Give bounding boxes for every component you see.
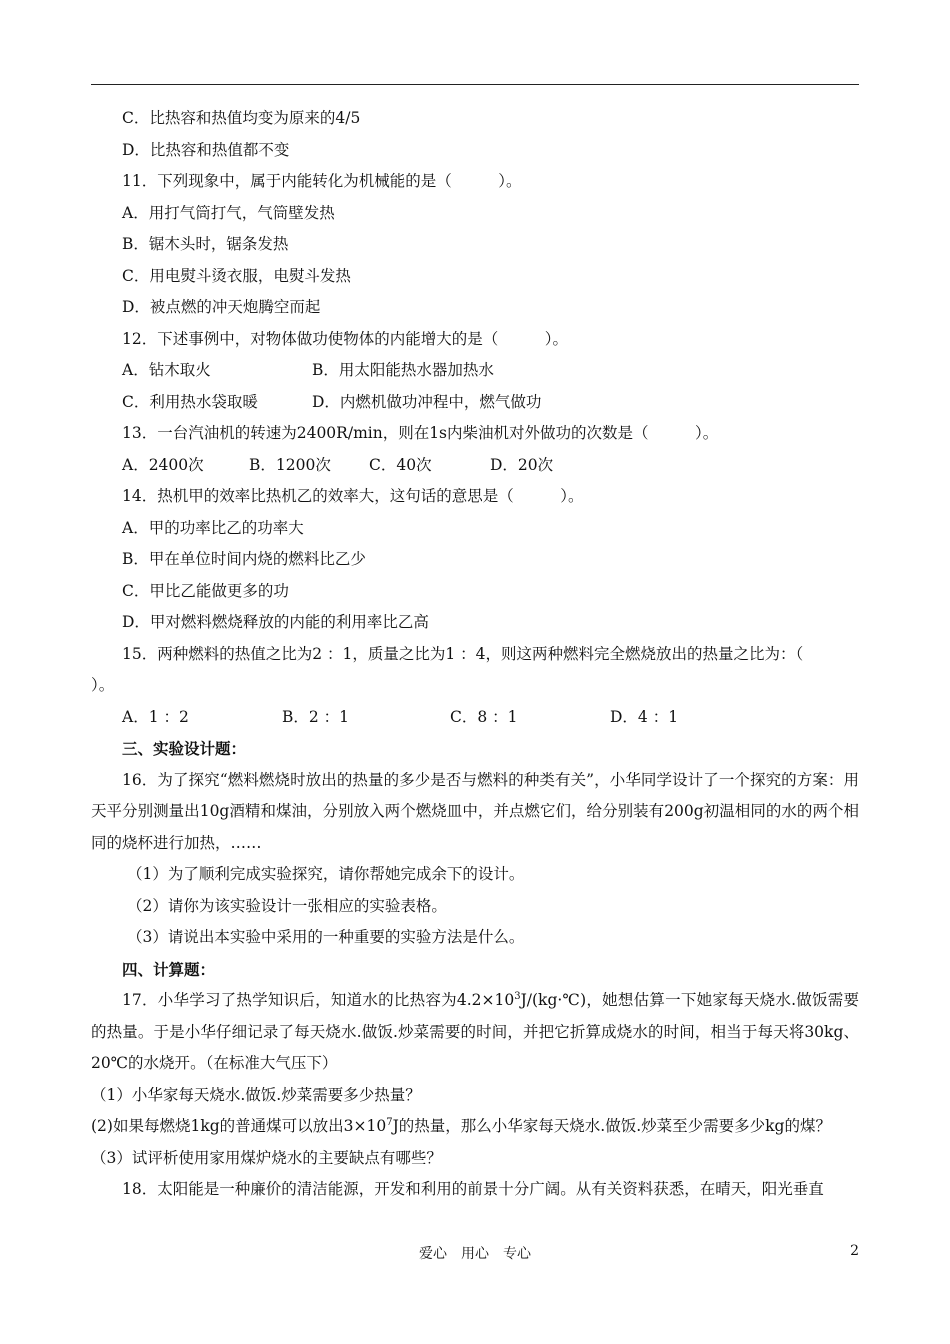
q17-sub2-part1: (2)如果每燃烧1kg的普通煤可以放出3×10	[91, 1117, 387, 1135]
q12-option-a: A．钻木取火	[122, 361, 211, 379]
q13-option-a: A．2400次	[122, 455, 204, 474]
q17-text	[91, 985, 859, 1080]
q14-stem: 14．热机甲的效率比热机乙的效率大，这句话的意思是（ ）。	[122, 487, 584, 505]
q13-options	[91, 450, 859, 482]
q14-option-d: D．甲对燃料燃烧释放的内能的利用率比乙高	[122, 613, 429, 631]
document-body	[91, 103, 859, 1206]
q10-option-c: C．比热容和热值均变为原来的4/5	[122, 109, 361, 127]
q15-options	[91, 702, 859, 734]
q17-sub2	[91, 1111, 859, 1143]
q15-stem-line2: ）。	[91, 676, 115, 694]
q17-text-part1: 17．小华学习了热学知识后，知道水的比热容为4.2×10	[122, 991, 515, 1009]
q11-option-b: B．锯木头时，锯条发热	[122, 235, 289, 253]
q14-option-c: C．甲比乙能做更多的功	[122, 581, 289, 600]
q12-options-row1	[91, 355, 859, 387]
q11-option-a: A．用打气筒打气，气筒壁发热	[122, 203, 335, 222]
q11-stem: 11．下列现象中，属于内能转化为机械能的是（ ）。	[122, 172, 522, 190]
q12-options-row2	[91, 387, 859, 419]
q16-sub1: （1）为了顺利完成实验探究，请你帮她完成余下的设计。	[127, 865, 525, 883]
q15-stem-line1: 15．两种燃料的热值之比为2 ：1，质量之比为1 ：4，则这两种燃料完全燃烧放出的热量之比为：（	[122, 644, 804, 663]
q15-option-b: B．2 ：1	[282, 707, 350, 726]
q11-option-c: C．用电熨斗烫衣服，电熨斗发热	[122, 266, 351, 285]
q17-sub2-part2: J的热量，那么小华家每天烧水.做饭.炒菜至少需要多少kg的煤？	[392, 1117, 831, 1135]
q15-option-a: A．1 ：2	[122, 707, 189, 726]
q12-option-c: C．利用热水袋取暖	[122, 392, 258, 411]
q13-option-b: B．1200次	[249, 455, 331, 474]
header-rule	[91, 84, 859, 85]
q17-text-part2: J/(kg·℃)，她想估算一下她家每天烧水.做饭需要的热量。于是小华仔细记录了每天烧水.做饭.炒菜需要的时间，并把它折算成烧水的时间，相当于每天将30kg、20℃的水烧开。（在标准大气压下）	[91, 991, 859, 1072]
q18-text: 18．太阳能是一种廉价的清洁能源，开发和利用的前景十分广阔。从有关资料获悉，在晴天，阳光垂直	[122, 1180, 824, 1198]
section4-heading: 四、计算题：	[122, 959, 216, 979]
q14-option-b: B．甲在单位时间内烧的燃料比乙少	[122, 550, 366, 568]
footer-slogan: 爱心 用心 专心	[419, 1246, 531, 1262]
q16-sub2: （2）请你为该实验设计一张相应的实验表格。	[127, 896, 447, 915]
section3-heading: 三、实验设计题：	[122, 739, 247, 758]
q12-stem: 12．下述事例中，对物体做功使物体的内能增大的是（ ）。	[122, 329, 568, 348]
q15-option-d: D．4 ：1	[610, 707, 679, 726]
q13-option-d: D．20次	[490, 455, 554, 474]
q13-option-c: C．40次	[369, 455, 432, 474]
q17-exponent: 3	[514, 990, 521, 1002]
q10-option-d: D．比热容和热值都不变	[122, 140, 290, 159]
q15-option-c: C．8 ：1	[450, 707, 518, 726]
q17-sub1: （1）小华家每天烧水.做饭.炒菜需要多少热量？	[91, 1085, 421, 1104]
q16-sub3: （3）请说出本实验中采用的一种重要的实验方法是什么。	[127, 928, 525, 946]
q12-option-b: B．用太阳能热水器加热水	[312, 361, 494, 379]
q13-stem: 13．一台汽油机的转速为2400R/min，则在1s内柴油机对外做功的次数是（ ）。	[122, 424, 719, 442]
q17-sub3: （3）试评析使用家用煤炉烧水的主要缺点有哪些？	[91, 1148, 442, 1167]
q12-option-d: D．内燃机做功冲程中，燃气做功	[312, 392, 542, 411]
q17-sub2-exponent: 7	[386, 1116, 393, 1128]
page-number: 2	[850, 1243, 859, 1259]
q14-option-a: A．甲的功率比乙的功率大	[122, 518, 304, 537]
q16-text: 16．为了探究“燃料燃烧时放出的热量的多少是否与燃料的种类有关”，小华同学设计了一个探究的方案：用天平分别测量出10g酒精和煤油，分别放入两个燃烧皿中，并点燃它们，给分别装有200g初温相同的水的两个相同的烧杯进行加热，……	[91, 770, 859, 852]
q11-option-d: D．被点燃的冲天炮腾空而起	[122, 298, 321, 316]
